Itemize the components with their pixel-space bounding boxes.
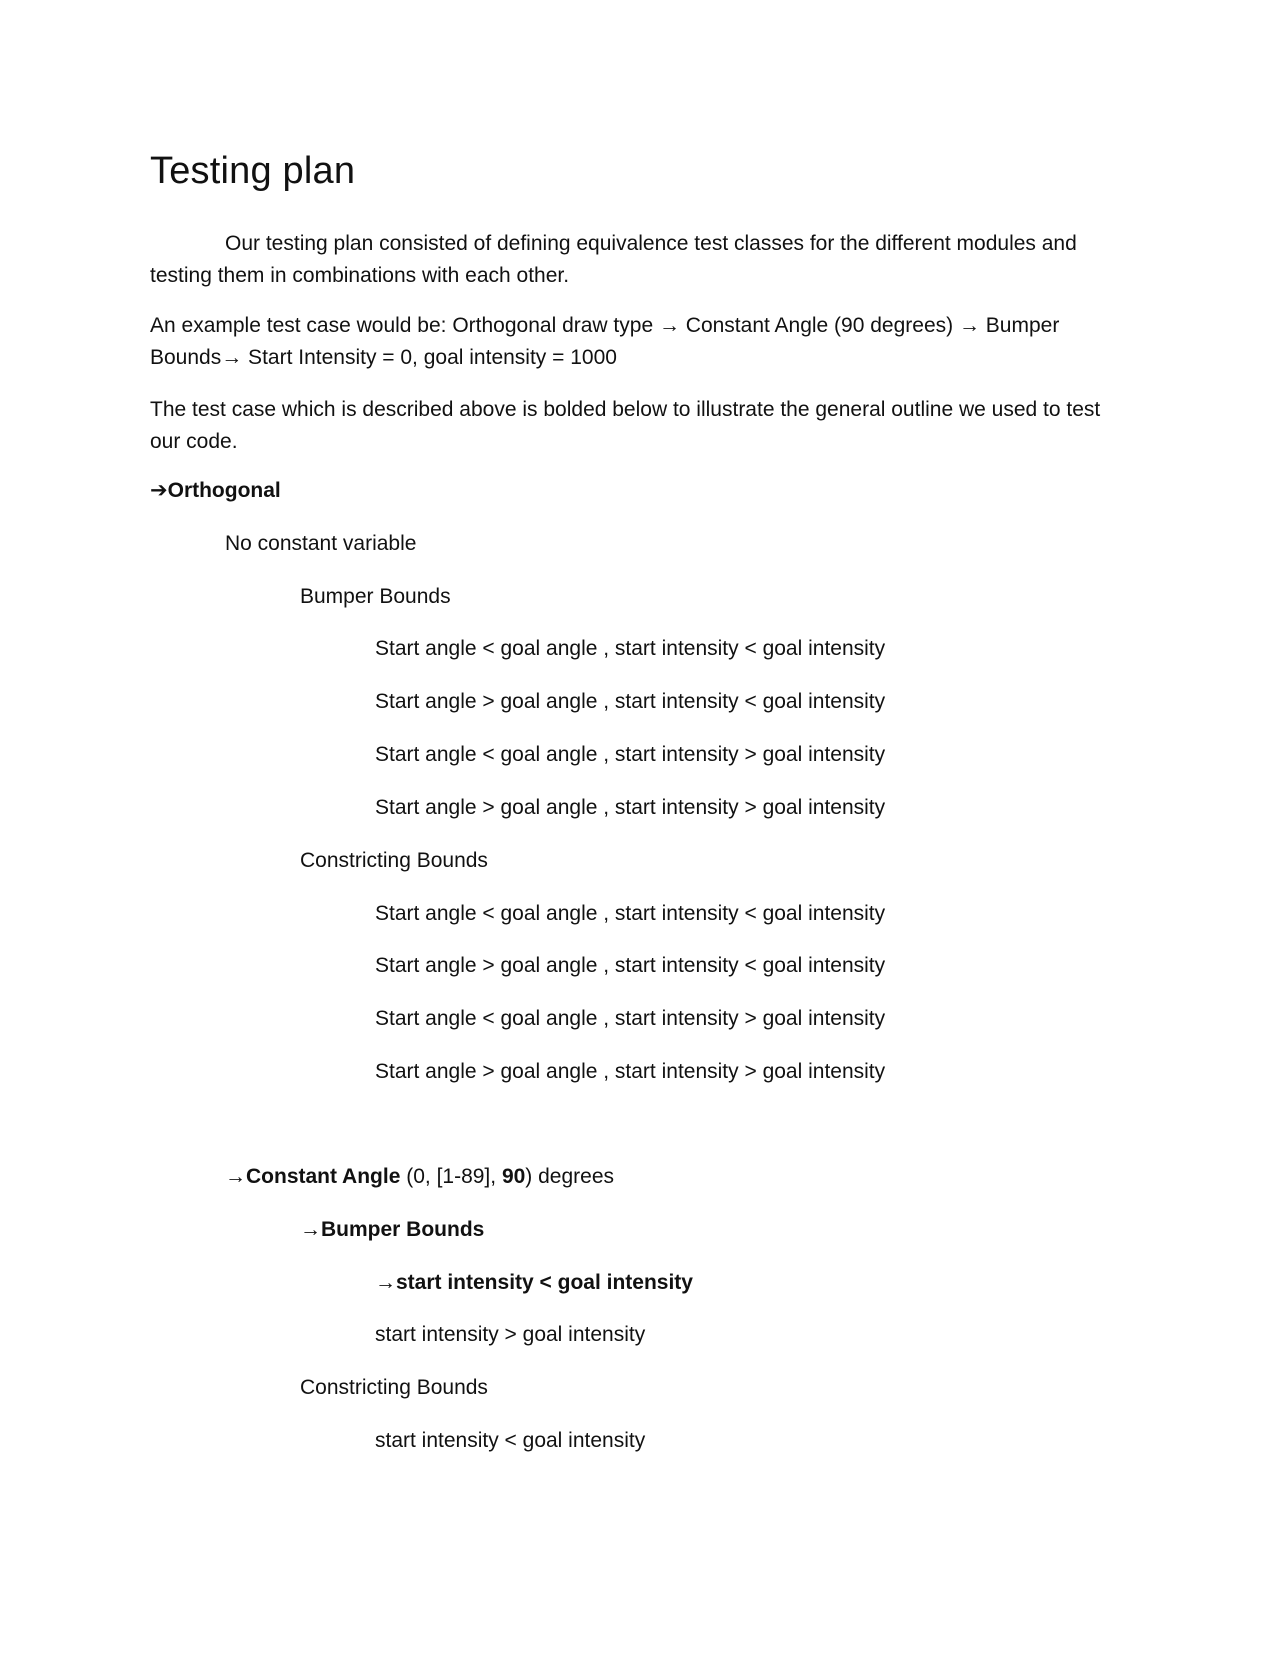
- orthogonal-heading: [150, 475, 281, 507]
- ca-bumper-bounds-heading: [300, 1214, 484, 1246]
- intro-paragraph: Our testing plan consisted of defining equivalence test classes for the different modules and testing them in combinations with each other.: [150, 232, 1077, 287]
- right-arrow-icon: →: [375, 1271, 396, 1294]
- bumper-bounds-label: Bumper Bounds: [300, 585, 451, 608]
- constant-angle-range: (0, [1-89],: [400, 1165, 502, 1188]
- ca-bumper-case-1-text: start intensity < goal intensity: [396, 1271, 693, 1294]
- right-arrow-icon: ➔: [150, 479, 168, 502]
- constricting-case-3: Start angle < goal angle , start intensity > goal intensity: [375, 1007, 886, 1030]
- constant-angle-unit: ) degrees: [525, 1165, 615, 1188]
- no-constant-variable-label: No constant variable: [225, 532, 417, 555]
- constant-angle-bold-value: 90: [501, 1165, 526, 1188]
- right-arrow-icon: →: [225, 1165, 246, 1188]
- example-paragraph: An example test case would be: Orthogonal draw type → Constant Angle (90 degrees) → Bumper Bounds→ Start Intensity = 0, goal intensity = 1000: [150, 314, 1060, 369]
- constricting-bounds-label: Constricting Bounds: [300, 849, 488, 872]
- constricting-case-2: Start angle > goal angle , start intensity < goal intensity: [375, 954, 886, 977]
- ca-bumper-bounds-label: Bumper Bounds: [321, 1218, 485, 1241]
- page-title: Testing plan: [150, 150, 356, 192]
- constant-angle-heading: [225, 1161, 614, 1193]
- bumper-case-2: Start angle > goal angle , start intensity < goal intensity: [375, 690, 886, 713]
- right-arrow-icon: →: [300, 1218, 321, 1241]
- constricting-case-4: Start angle > goal angle , start intensity > goal intensity: [375, 1060, 886, 1083]
- constant-angle-label: Constant Angle: [246, 1165, 401, 1188]
- bumper-case-4: Start angle > goal angle , start intensity > goal intensity: [375, 796, 886, 819]
- constricting-case-1: Start angle < goal angle , start intensity < goal intensity: [375, 902, 886, 925]
- ca-bumper-case-2: start intensity > goal intensity: [375, 1323, 646, 1346]
- orthogonal-label: Orthogonal: [167, 479, 281, 502]
- ca-constricting-bounds-label: Constricting Bounds: [300, 1376, 488, 1399]
- bumper-case-3: Start angle < goal angle , start intensity > goal intensity: [375, 743, 886, 766]
- outline-paragraph: The test case which is described above is bolded below to illustrate the general outline we used to test our code.: [150, 398, 1101, 453]
- ca-bumper-case-1: [375, 1267, 693, 1299]
- ca-constricting-case-1: start intensity < goal intensity: [375, 1429, 646, 1452]
- bumper-case-1: Start angle < goal angle , start intensity < goal intensity: [375, 637, 886, 660]
